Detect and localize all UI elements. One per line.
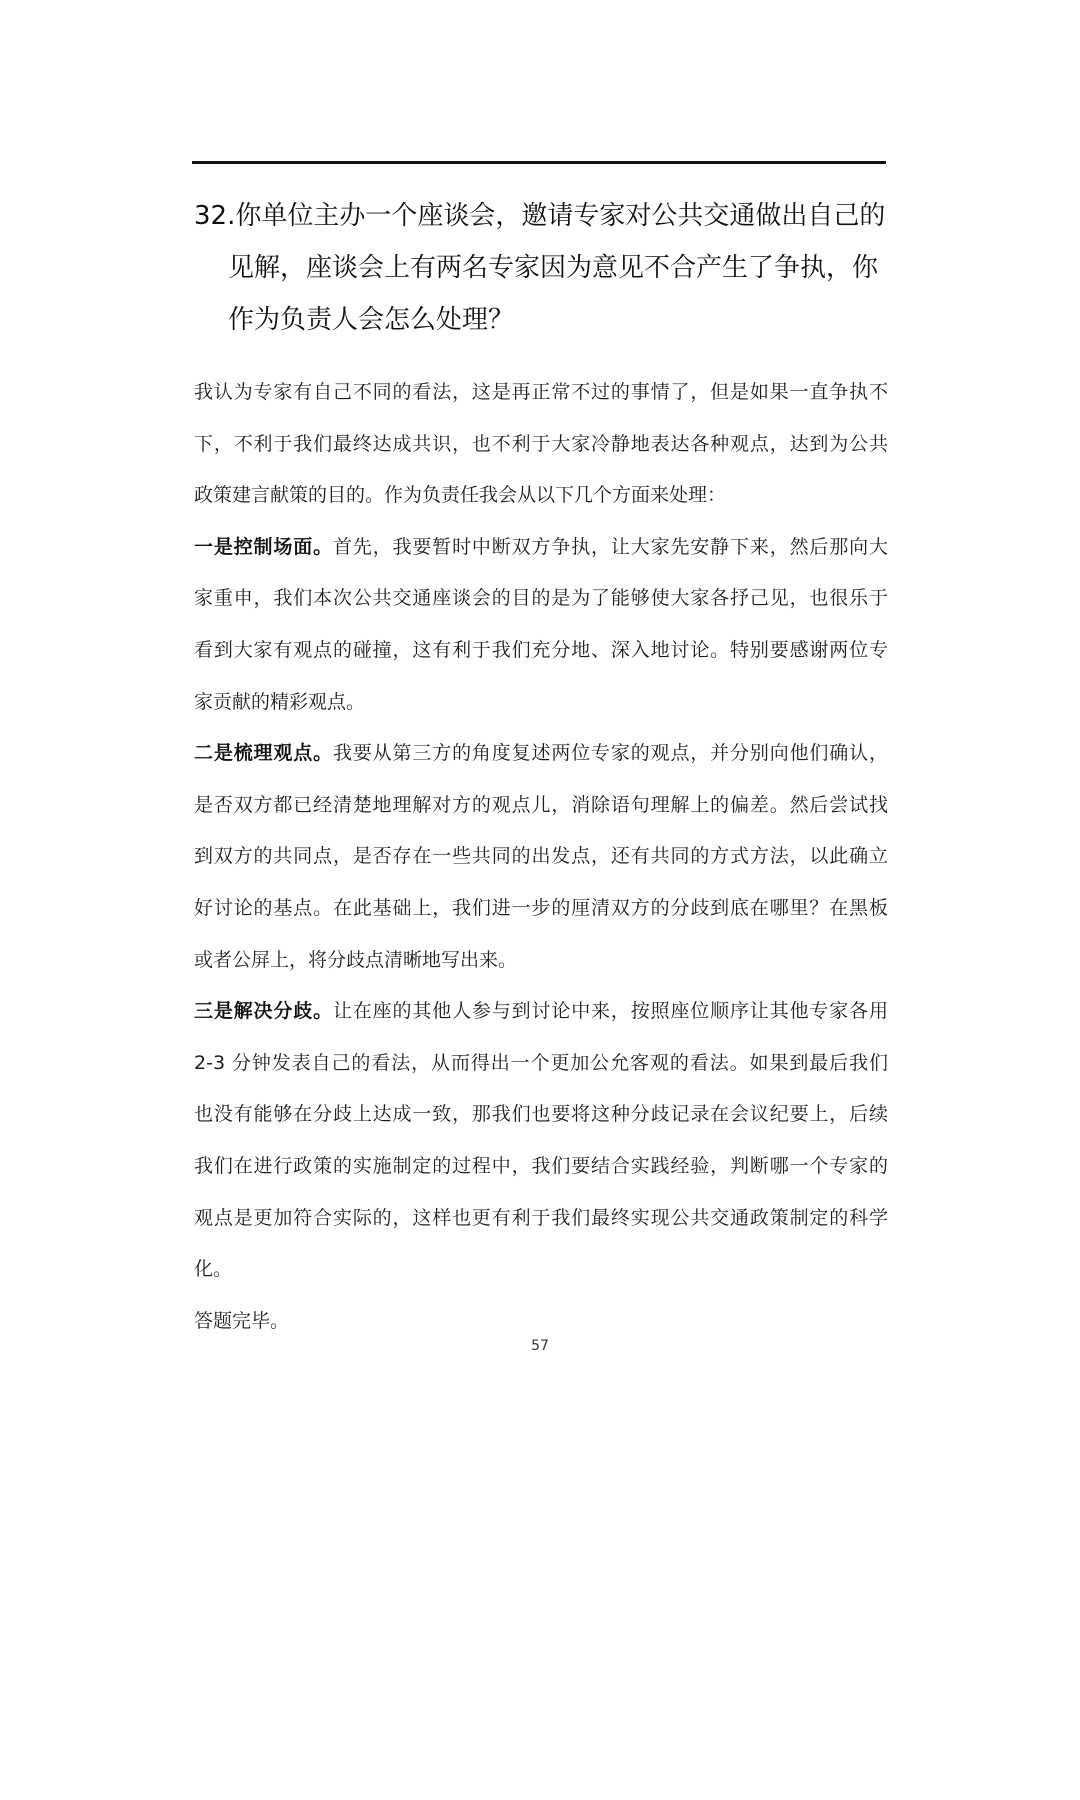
section-three-line: 观点是更加符合实际的，这样也更有利于我们最终实现公共交通政策制定的科学 xyxy=(194,1206,888,1229)
page-number: 57 xyxy=(531,1338,549,1354)
closing-line: 答题完毕。 xyxy=(194,1309,290,1332)
section-one-line: 家贡献的精彩观点。 xyxy=(194,690,366,713)
question-line: 作为负责人会怎么处理？ xyxy=(228,305,515,335)
section-three-heading: 三是解决分歧。 xyxy=(194,1000,333,1023)
section-one-line: 家重申，我们本次公共交通座谈会的目的是为了能够使大家各抒己见，也很乐于 xyxy=(194,587,888,610)
question-line: 32.你单位主办一个座谈会，邀请专家对公共交通做出自己的 xyxy=(194,201,886,231)
section-one-first-line xyxy=(194,522,888,574)
section-three-first-text: 让在座的其他人参与到讨论中来，按照座位顺序让其他专家各用 xyxy=(332,1000,888,1023)
section-two-first-line xyxy=(194,728,888,780)
section-three-line: 也没有能够在分歧上达成一致，那我们也要将这种分歧记录在会议纪要上，后续 xyxy=(194,1103,888,1126)
section-three-first-line xyxy=(194,986,888,1038)
intro-line: 下，不利于我们最终达成共识，也不利于大家冷静地表达各种观点，达到为公共 xyxy=(194,432,888,455)
section-one-line: 看到大家有观点的碰撞，这有利于我们充分地、深入地讨论。特别要感谢两位专 xyxy=(194,638,888,661)
section-two-line: 是否双方都已经清楚地理解对方的观点儿，消除语句理解上的偏差。然后尝试找 xyxy=(194,793,888,816)
question-heading xyxy=(194,190,894,346)
section-two-heading: 二是梳理观点。 xyxy=(194,742,333,765)
section-one-first-text: 首先，我要暂时中断双方争执，让大家先安静下来，然后那向大 xyxy=(332,535,888,558)
section-one-heading: 一是控制场面。 xyxy=(194,535,333,558)
section-three-line: 化。 xyxy=(194,1258,233,1281)
header-rule xyxy=(192,161,886,164)
section-two-line: 好讨论的基点。在此基础上，我们进一步的厘清双方的分歧到底在哪里？在黑板 xyxy=(194,896,888,919)
section-two-line: 或者公屏上，将分歧点清晰地写出来。 xyxy=(194,948,518,971)
section-two-first-text: 我要从第三方的角度复述两位专家的观点，并分别向他们确认， xyxy=(332,742,888,765)
intro-line: 政策建言献策的目的。作为负责任我会从以下几个方面来处理： xyxy=(194,484,727,507)
section-two-line: 到双方的共同点，是否存在一些共同的出发点，还有共同的方式方法，以此确立 xyxy=(194,845,888,868)
answer-body xyxy=(194,367,888,1347)
question-line: 见解，座谈会上有两名专家因为意见不合产生了争执，你 xyxy=(228,253,879,283)
intro-line: 我认为专家有自己不同的看法，这是再正常不过的事情了，但是如果一直争执不 xyxy=(194,381,888,403)
section-three-line: 2-3 分钟发表自己的看法，从而得出一个更加公允客观的看法。如果到最后我们 xyxy=(194,1051,888,1074)
section-three-line: 我们在进行政策的实施制定的过程中，我们要结合实践经验，判断哪一个专家的 xyxy=(194,1154,888,1177)
